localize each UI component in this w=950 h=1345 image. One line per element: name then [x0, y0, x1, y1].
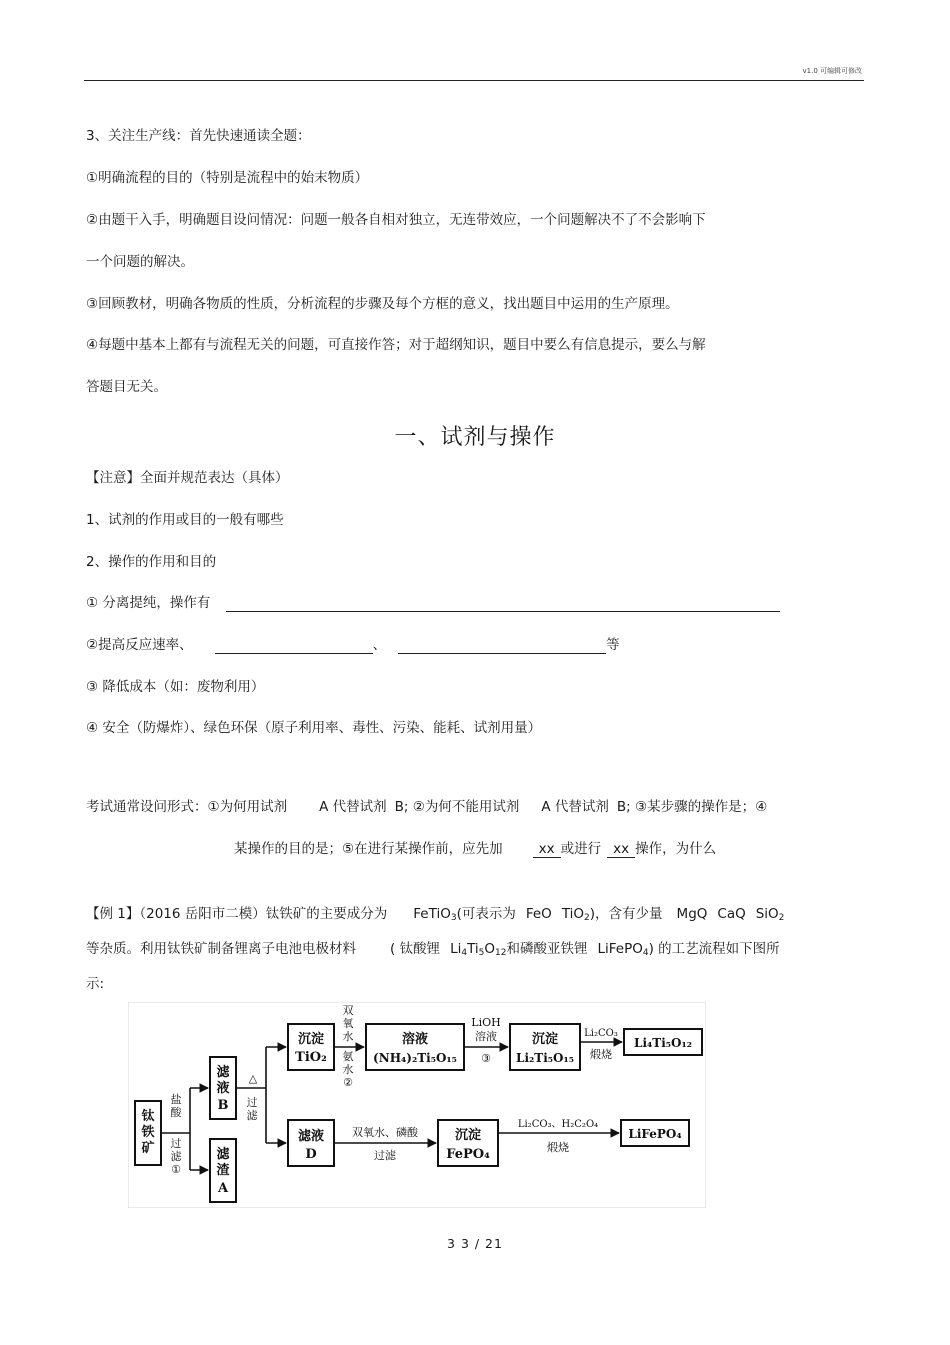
item-2-text: ②提高反应速率、: [86, 637, 193, 653]
label-h2o2-2: 氧: [342, 1017, 354, 1030]
exam-blank-xx-2: xx: [607, 841, 635, 858]
label-calcine-2: 煅烧: [547, 1141, 569, 1154]
label-product-fe: LiFePO₄: [628, 1127, 682, 1141]
label-solution-2: (NH₄)₂Ti₅O₁₅: [373, 1051, 457, 1065]
label-ore-1: 钛: [141, 1109, 155, 1124]
formula-li4ti5o12: Li: [450, 941, 462, 957]
label-ammonia-1: 氨: [342, 1050, 354, 1063]
label-calcine-1: 煅烧: [590, 1048, 612, 1061]
label-prec-fepo4-2: FePO₄: [446, 1147, 490, 1162]
label-filtrate-b-2: 液: [216, 1081, 230, 1096]
label-prec-tio2-1: 沉淀: [297, 1032, 325, 1047]
label-ammonia-3: ②: [343, 1076, 353, 1089]
intro-line-1: 3、关注生产线：首先快速通读全题：: [86, 128, 311, 144]
item-2: [86, 636, 620, 654]
label-filtrate-d-1: 滤液: [297, 1129, 325, 1144]
label-product-ti: Li₄Ti₅O₁₂: [634, 1036, 692, 1050]
exam-text-b3: 或进行: [560, 841, 602, 857]
intro-line-6: ④每题中基本上都有与流程无关的问题，可直接作答；对于超纲知识，题目中要么有信息提示，要么与解: [86, 337, 706, 353]
exam-text-a1: 考试通常设问形式：①为何用试剂: [86, 799, 288, 815]
formula-lifepo4: LiFePO: [597, 941, 643, 957]
note-line: 【注意】全面并规范表达（具体）: [86, 470, 289, 486]
label-heat: △: [248, 1072, 258, 1085]
answer-blank-3[interactable]: [398, 637, 606, 654]
label-prec-li-1: 沉淀: [531, 1032, 559, 1047]
label-residue-a-3: A: [217, 1181, 229, 1196]
sub: 2: [584, 913, 590, 923]
formula-sio2: SiO: [755, 906, 779, 922]
value: O: [484, 941, 496, 957]
example-line-3: 示:: [86, 976, 105, 992]
exam-text-a3: B; ②为何不能用试剂: [394, 799, 520, 815]
header-version-tag: v1.0 可编辑可修改: [802, 67, 862, 75]
exam-text-a2: A 代替试剂: [319, 799, 387, 815]
exam-forms-line-2: [234, 840, 716, 858]
label-lioh-2: 溶液: [475, 1030, 497, 1043]
intro-line-3: ②由题干入手，明确题目设问情况：问题一般各自相对独立，无连带效应，一个问题解决不了不会影响下: [86, 212, 706, 228]
label-ore-3: 矿: [141, 1141, 155, 1156]
page-number: 3 3 / 21: [447, 1236, 503, 1251]
label-solution-1: 溶液: [401, 1032, 429, 1047]
intro-line-7: 答题目无关。: [86, 379, 167, 395]
question-2: 2、操作的作用和目的: [86, 554, 217, 570]
sub: 3: [450, 913, 457, 923]
item-4: ④ 安全（防爆炸）、绿色环保（原子利用率、毒性、污染、能耗、试剂用量）: [86, 720, 542, 736]
label-acid-2: 酸: [170, 1106, 182, 1119]
label-filter1-2: 滤: [170, 1150, 182, 1163]
exam-text-a4: A 代替试剂: [541, 799, 609, 815]
label-filtrate-b-1: 滤: [216, 1065, 230, 1080]
exam-blank-xx-1: xx: [533, 841, 561, 858]
answer-blank-2[interactable]: [215, 637, 373, 654]
label-filter-d: 过滤: [374, 1149, 396, 1162]
example-text-a3: (可表示为: [456, 906, 516, 922]
value: Ti: [467, 941, 479, 957]
item-1: [86, 594, 780, 612]
label-reagent-fe: Li₂CO₃、H₂C₂O₄: [517, 1119, 599, 1130]
label-lioh-1: LiOH: [471, 1016, 501, 1029]
label-ammonia-2: 水: [342, 1063, 354, 1076]
example-line-1: [86, 905, 784, 927]
example-text-b6: 和磷酸亚铁锂: [506, 941, 588, 957]
label-filtrate-d-2: D: [305, 1147, 317, 1162]
exam-text-a5: B; ③某步骤的操作是；④: [616, 799, 768, 815]
formula-cao: CaQ: [717, 906, 746, 922]
item-3: ③ 降低成本（如：废物利用）: [86, 679, 265, 695]
label-acid-1: 盐: [170, 1093, 182, 1106]
label-h2o2-3: 水: [342, 1030, 354, 1043]
example-line-2: [86, 940, 780, 962]
label-filter2-2: 滤: [246, 1109, 258, 1122]
item-1-text: ① 分离提纯，操作有: [86, 595, 211, 611]
formula-tio2: TiO: [561, 906, 585, 922]
label-prec-li-2: Li₂Ti₅O₁₅: [516, 1051, 574, 1065]
label-h2o2-1: 双: [342, 1004, 354, 1017]
intro-line-5: ③回顾教材，明确各物质的性质，分析流程的步骤及每个方框的意义，找出题目中运用的生产原理。: [86, 296, 679, 312]
example-text-b2: ( 钛酸锂: [390, 941, 441, 957]
header-rule: [84, 80, 864, 81]
formula-mgo: MgQ: [676, 906, 708, 922]
label-filtrate-b-3: B: [217, 1098, 229, 1113]
label-prec-tio2-2: TiO₂: [295, 1050, 327, 1065]
item-2-separator: 、: [372, 637, 387, 653]
example-text-b8: ) 的工艺流程如下图所: [648, 941, 780, 957]
formula-fetio3: FeTiO: [413, 906, 451, 922]
label-residue-a-1: 滤: [216, 1147, 230, 1162]
answer-blank-1[interactable]: [226, 595, 780, 612]
item-2-suffix: 等: [606, 637, 620, 653]
label-prec-fepo4-1: 沉淀: [454, 1128, 482, 1143]
example-text-a1: 【例 1】（2016 岳阳市二模）钛铁矿的主要成分为: [86, 906, 388, 922]
example-text-b1: 等杂质。利用钛铁矿制备锂离子电池电极材料: [86, 941, 356, 957]
formula-feo: FeO: [525, 906, 552, 922]
exam-text-b5: 操作，为什么: [635, 841, 717, 857]
question-1: 1、试剂的作用或目的一般有哪些: [86, 512, 284, 528]
label-residue-a-2: 渣: [216, 1163, 230, 1178]
example-text-a6: )，含有少量: [589, 906, 663, 922]
label-filter1-3: ①: [171, 1163, 181, 1176]
exam-text-b1: 某操作的目的是；⑤在进行某操作前，应先加: [234, 841, 503, 857]
label-lioh-3: ③: [481, 1052, 491, 1065]
process-flow-diagram: [128, 1002, 706, 1208]
sub: 12: [495, 948, 507, 958]
intro-line-2: ①明确流程的目的（特别是流程中的始末物质）: [86, 170, 369, 186]
label-li2co3: Li₂CO₃: [584, 1028, 618, 1039]
section-title: 一、试剂与操作: [394, 425, 556, 450]
exam-forms-line-1: [86, 798, 767, 816]
label-filter2-1: 过: [246, 1096, 258, 1109]
sub: 4: [642, 948, 649, 958]
sub: 2: [778, 913, 785, 923]
sub: 5: [478, 948, 485, 958]
intro-line-4: 一个问题的解决。: [86, 254, 194, 270]
label-ore-2: 铁: [141, 1125, 155, 1140]
label-reagent-d: 双氧水、磷酸: [352, 1126, 418, 1139]
sub: 4: [461, 948, 468, 958]
label-filter1-1: 过: [170, 1137, 182, 1150]
